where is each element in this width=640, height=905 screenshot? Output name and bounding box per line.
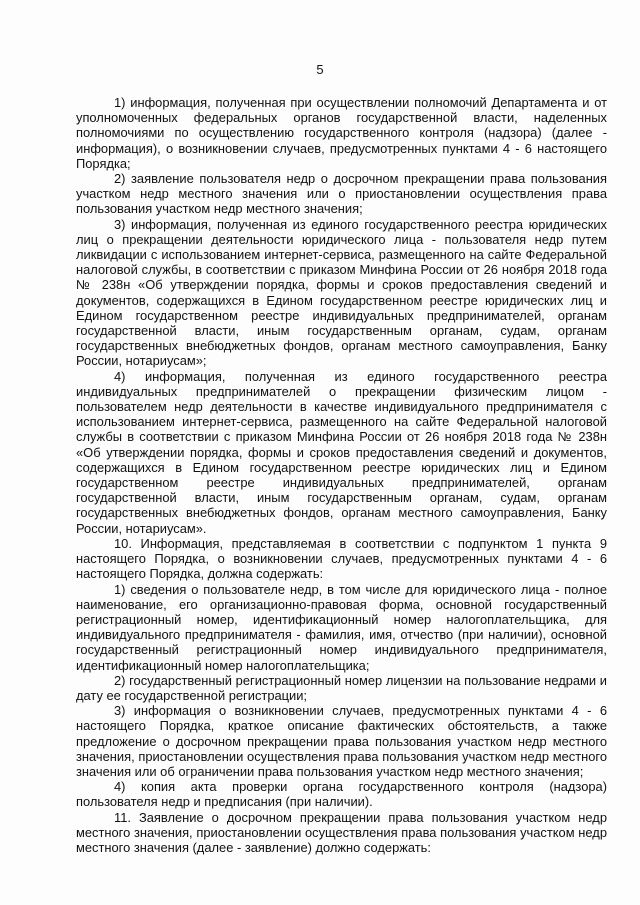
paragraph: 1) сведения о пользователе недр, в том числе для юридического лица - полное наименование, его организационно-правовая форма, основной государственный регистрационный номер, идентификационный номер налогоплательщика, для индивидуального предпринимателя - фамилия, имя, отчество (при наличии), основной государственный регистрационный номер индивидуального предпринимателя, идентификационный номер налогоплательщика; — [76, 581, 607, 673]
paragraph: 11. Заявление о досрочном прекращении права пользования участком недр местного значения, приостановлении осуществления права пользования участком недр местного значения (далее - заявление) должно содержать: — [76, 809, 607, 855]
paragraph: 1) информация, полученная при осуществлении полномочий Департамента и от уполномоченных федеральных органов государственной власти, наделенных полномочиями по осуществлению государственного контроля (надзора) (далее - информация), о возникновении случаев, предусмотренных пунктами 4 - 6 настоящего Порядка; — [76, 95, 607, 171]
paragraph: 2) государственный регистрационный номер лицензии на пользование недрами и дату ее государственной регистрации; — [76, 672, 607, 703]
page-number: 5 — [316, 62, 324, 77]
paragraph: 3) информация о возникновении случаев, предусмотренных пунктами 4 - 6 настоящего Порядка, краткое описание фактических обстоятельств, а также предложение о досрочном прекращении права пользования участком недр местного значения, приостановлении осуществления права пользования участком недр местного значения или об ограничении права пользования участком недр местного значения; — [76, 703, 607, 779]
paragraph: 4) копия акта проверки органа государственного контроля (надзора) пользователя недр и предписания (при наличии). — [76, 779, 607, 810]
paragraph: 3) информация, полученная из единого государственного реестра юридических лиц о прекращении деятельности юридического лица - пользователя недр путем ликвидации с использованием интернет-сервиса, размещенного на сайте Федеральной налоговой службы, в соответствии с приказом Минфина России от 26 ноября 2018 года № 238н «Об утверждении порядка, формы и сроков предоставления сведений и документов, содержащихся в Едином государственном реестре юридических лиц и Едином государственном реестре индивидуальных предпринимателей, органам государственной власти, иным государственным органам, судам, органам государственных внебюджетных фондов, органам местного самоуправления, Банку России, нотариусам»; — [76, 216, 607, 369]
document-body — [76, 95, 607, 855]
paragraph: 10. Информация, представляемая в соответствии с подпунктом 1 пункта 9 настоящего Порядка, о возникновении случаев, предусмотренных пунктами 4 - 6 настоящего Порядка, должна содержать: — [76, 535, 607, 582]
paragraph: 2) заявление пользователя недр о досрочном прекращении права пользования участком недр местного значения или о приостановлении осуществления права пользования участком недр местного значения; — [76, 171, 607, 217]
paragraph: 4) информация, полученная из единого государственного реестра индивидуальных предпринимателей о прекращении физическим лицом - пользователем недр деятельности в качестве индивидуального предпринимателя с использованием интернет-сервиса, размещенного на сайте Федеральной налоговой службы в соответствии с приказом Минфина России от 26 ноября 2018 года № 238н «Об утверждении порядка, формы и сроков предоставления сведений и документов, содержащихся в Едином государственном реестре юридических лиц и Едином государственном реестре индивидуальных предпринимателей, органам государственной власти, иным государственным органам, судам, органам государственных внебюджетных фондов, органам местного самоуправления, Банку России, нотариусам». — [76, 368, 607, 536]
